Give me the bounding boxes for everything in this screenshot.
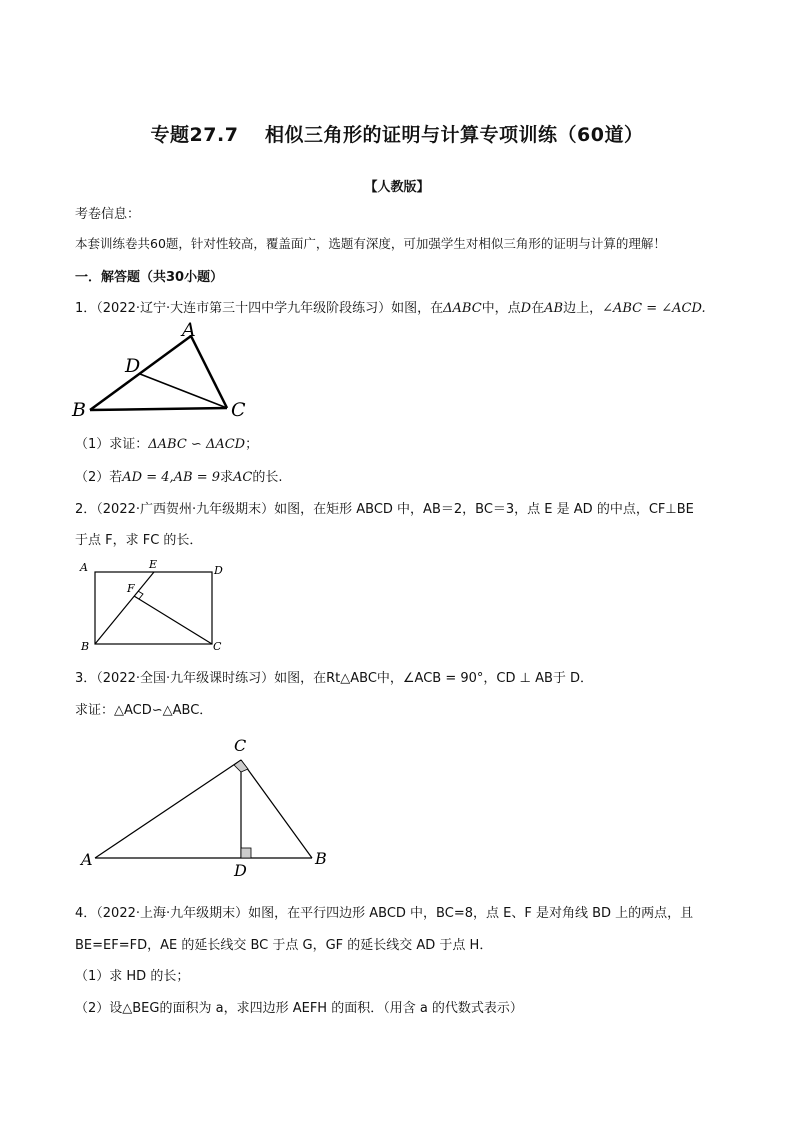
- q1-label-c: C: [231, 399, 246, 421]
- q1-sub2-mid: 求: [220, 470, 234, 485]
- q3-label-b: B: [315, 849, 327, 868]
- question-2-line-1: 2．（2022·广西贺州·九年级期末）如图，在矩形 ABCD 中，AB＝2，BC＝3，点 E 是 AD 的中点，CF⊥BE: [75, 502, 694, 517]
- q3-side-cb: [241, 760, 312, 858]
- q1-sub2-suffix: 的长.: [252, 470, 283, 485]
- q1-mid2: 在: [531, 301, 545, 316]
- q1-sub2-prefix: （2）若: [75, 470, 123, 485]
- q3-right-angle-d: [241, 848, 251, 858]
- q1-condition: ∠ABC = ∠ACD.: [602, 301, 706, 316]
- q2-label-f: F: [127, 582, 135, 595]
- q1-sub2-math2: AC: [233, 470, 253, 485]
- info-label: 考卷信息：: [75, 207, 141, 222]
- q2-rectangle-figure: [76, 558, 236, 656]
- q1-sub1-math: ΔABC ∽ ΔACD: [148, 437, 246, 452]
- q3-right-angle-c: [234, 760, 248, 772]
- q4-subquestion-2: （2）设△BEG的面积为 a，求四边形 AEFH 的面积．（用含 a 的代数式表示）: [75, 1001, 523, 1016]
- q1-triangle-figure: [70, 318, 260, 422]
- q2-segment-cf: [134, 596, 212, 644]
- q1-point-d: D: [520, 301, 532, 316]
- q1-sub1-prefix: （1）求证：: [75, 437, 149, 452]
- q1-subquestion-2: [75, 466, 283, 485]
- q1-label-b: B: [72, 399, 86, 421]
- q2-segment-be: [95, 572, 154, 644]
- q1-side-ba: [90, 336, 191, 410]
- page-title: 专题27.7 相似三角形的证明与计算专项训练（60道）: [150, 124, 644, 146]
- q2-label-e: E: [149, 558, 158, 571]
- q1-sub1-suffix: ；: [245, 437, 259, 452]
- q2-label-a: A: [80, 561, 88, 574]
- section-heading: 一．解答题（共30小题）: [75, 270, 224, 285]
- q1-segment: AB: [544, 301, 564, 316]
- q1-subquestion-1: [75, 433, 258, 452]
- q1-mid: 中，点: [481, 301, 521, 316]
- q2-label-b: B: [81, 640, 90, 653]
- q1-prefix: 1．（2022·辽宁·大连市第三十四中学九年级阶段练习）如图，在: [75, 301, 444, 316]
- q1-mid3: 边上，: [563, 301, 603, 316]
- question-3-line-2: 求证：△ACD∽△ABC．: [75, 703, 213, 718]
- info-description: 本套训练卷共60题，针对性较高，覆盖面广，选题有深度，可加强学生对相似三角形的证明与计算的理解！: [75, 236, 666, 251]
- question-1-stem: [75, 297, 706, 316]
- q3-side-ac: [95, 760, 241, 858]
- q1-triangle: ΔABC: [443, 301, 482, 316]
- q1-side-ac: [191, 336, 227, 408]
- question-4-line-1: 4．（2022·上海·九年级期末）如图，在平行四边形 ABCD 中，BC=8，点 E、F 是对角线 BD 上的两点，且: [75, 906, 694, 921]
- q1-label-d: D: [125, 355, 141, 377]
- q3-label-d: D: [234, 861, 247, 880]
- q2-label-c: C: [213, 640, 222, 653]
- q1-side-bc: [90, 408, 227, 410]
- q1-label-a: A: [182, 319, 196, 341]
- question-4-line-2: BE=EF=FD，AE 的延长线交 BC 于点 G，GF 的延长线交 AD 于点 H．: [75, 938, 493, 953]
- question-2-line-2: 于点 F，求 FC 的长．: [75, 533, 203, 548]
- q3-label-c: C: [234, 736, 247, 755]
- q2-label-d: D: [214, 564, 223, 577]
- q2-right-angle-mark: [138, 591, 143, 599]
- edition-label: 【人教版】: [364, 180, 430, 195]
- q3-triangle-figure: [78, 730, 338, 880]
- q4-subquestion-1: （1）求 HD 的长；: [75, 969, 190, 984]
- q1-segment-cd: [140, 374, 227, 408]
- question-3-line-1: 3．（2022·全国·九年级课时练习）如图，在Rt△ABC中，∠ACB = 90°，CD ⊥ AB于 D．: [75, 671, 594, 686]
- q3-label-a: A: [81, 850, 93, 869]
- q1-sub2-math: AD = 4,AB = 9: [122, 470, 221, 485]
